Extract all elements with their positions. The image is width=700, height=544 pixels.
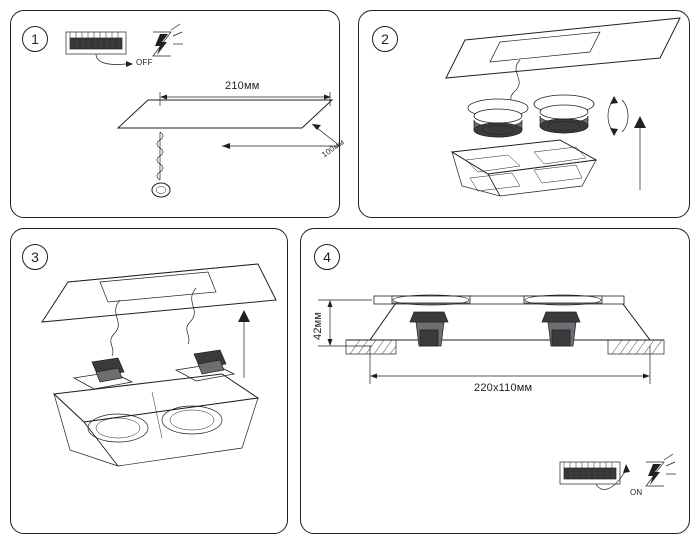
section-view-icon [346, 340, 664, 354]
dip-switch-icon-on [560, 462, 630, 489]
step-badge-2: 2 [372, 26, 398, 52]
overall-dimension-label: 220х110мм [474, 382, 533, 394]
cutout-width-label: 210мм [225, 80, 260, 92]
step-badge-4: 4 [314, 244, 340, 270]
step-badge-3: 3 [22, 244, 48, 270]
switch-on-label: ON [630, 488, 643, 497]
switch-off-label: OFF [136, 58, 153, 67]
dimension-height [318, 300, 372, 346]
luminaire-section [370, 295, 650, 346]
cutout-height-label: 100мм [320, 137, 346, 160]
high-voltage-icon-4 [646, 454, 676, 486]
height-label: 42мм [312, 311, 324, 340]
step-badge-1: 1 [22, 26, 48, 52]
